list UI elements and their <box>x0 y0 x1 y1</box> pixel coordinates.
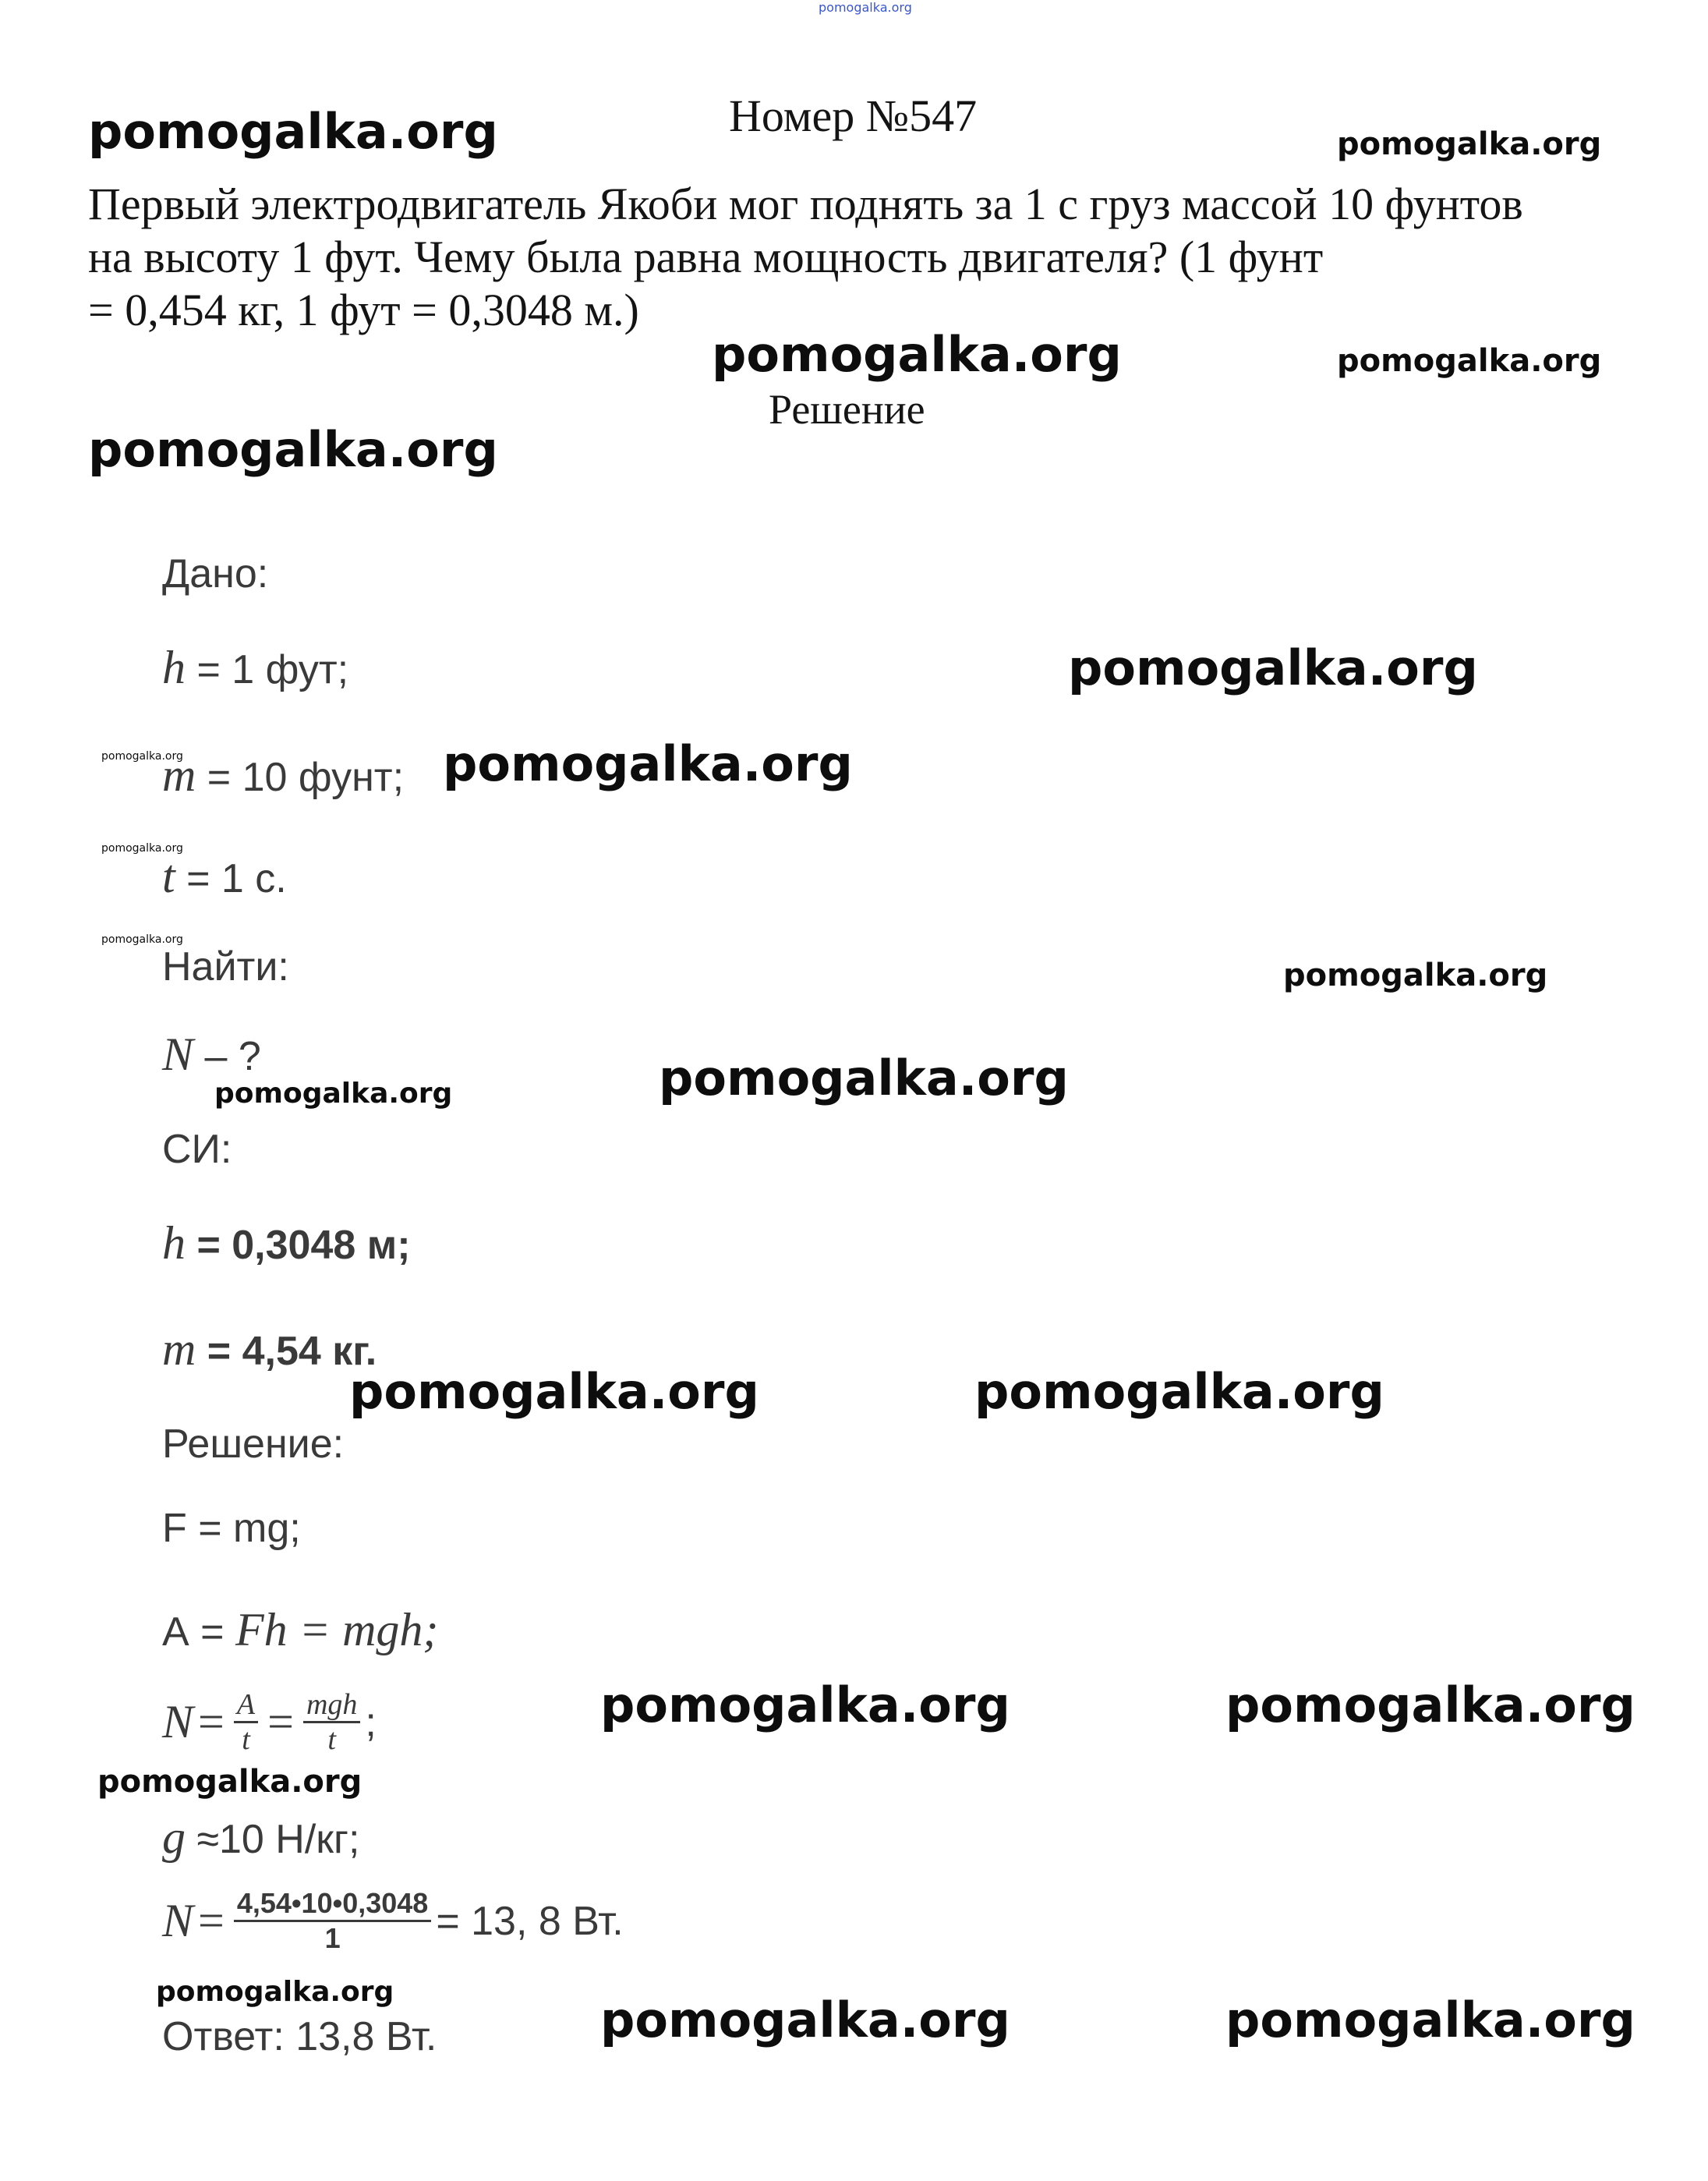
given-label: Дано: <box>162 551 269 597</box>
watermark: pomogalka.org <box>712 326 1122 383</box>
g-value: ≈10 Н/кг; <box>186 1817 360 1862</box>
problem-title: Номер №547 <box>729 90 978 141</box>
problem-text-line-3: = 0,454 кг, 1 фут = 0,3048 м.) <box>88 285 639 335</box>
watermark: pomogalka.org <box>1337 126 1602 162</box>
problem-text-line-2: на высоту 1 фут. Чему была равна мощность двигателя? (1 фунт <box>88 232 1324 282</box>
small-watermark: pomogalka.org <box>101 933 183 946</box>
equals-sign: = <box>198 1696 225 1747</box>
solution-label: Решение: <box>162 1422 345 1467</box>
si-m <box>162 1322 377 1376</box>
t-value: = 1 с. <box>175 856 287 901</box>
small-watermark: pomogalka.org <box>101 842 183 855</box>
g-variable: g <box>162 1811 186 1863</box>
fraction-numerator: mgh <box>303 1688 360 1723</box>
watermark: pomogalka.org <box>88 421 498 478</box>
fraction-mgh-over-t <box>303 1688 360 1756</box>
si-h-value: = 0,3048 м; <box>186 1223 411 1268</box>
work-formula <box>162 1603 438 1657</box>
h-value: = 1 фут; <box>186 647 349 692</box>
fraction-denominator: 1 <box>324 1922 341 1954</box>
watermark: pomogalka.org <box>443 735 853 792</box>
small-watermark: pomogalka.org <box>101 750 183 763</box>
n-variable: N <box>162 1029 194 1080</box>
watermark: pomogalka.org <box>1337 343 1602 379</box>
given-m <box>162 749 404 802</box>
m-variable: m <box>162 749 196 801</box>
t-variable: t <box>162 851 175 902</box>
watermark: pomogalka.org <box>214 1078 453 1110</box>
problem-text-line-1: Первый электродвигатель Якоби мог поднять за 1 с груз массой 10 фунтов <box>88 179 1523 229</box>
watermark: pomogalka.org <box>1225 1676 1636 1733</box>
watermark: pomogalka.org <box>88 103 498 160</box>
h-variable: h <box>162 642 186 693</box>
si-m-variable: m <box>162 1323 196 1375</box>
given-h <box>162 641 348 695</box>
power-variable: N <box>162 1696 194 1747</box>
power-calculation <box>162 1887 624 1955</box>
fraction-numerator: 4,54•10•0,3048 <box>234 1887 431 1922</box>
watermark: pomogalka.org <box>600 1676 1010 1733</box>
work-expression: Fh = mgh; <box>235 1604 439 1655</box>
fraction-a-over-t <box>234 1688 258 1756</box>
si-label: СИ: <box>162 1127 232 1172</box>
watermark: pomogalka.org <box>1068 639 1478 696</box>
equals-sign: = <box>198 1895 225 1946</box>
given-t <box>162 850 287 904</box>
fraction-numerator: A <box>234 1688 258 1723</box>
force-formula: F = mg; <box>162 1506 301 1551</box>
gravity-value <box>162 1811 359 1864</box>
si-m-value: = 4,54 кг. <box>196 1329 377 1374</box>
watermark: pomogalka.org <box>659 1050 1069 1106</box>
answer: Ответ: 13,8 Вт. <box>162 2014 437 2059</box>
calculation-result: = 13, 8 Вт. <box>436 1898 624 1944</box>
si-h-variable: h <box>162 1217 186 1269</box>
fraction-denominator: t <box>327 1723 336 1756</box>
semicolon: ; <box>365 1699 377 1745</box>
fraction-denominator: t <box>242 1723 250 1756</box>
watermark: pomogalka.org <box>349 1363 759 1420</box>
watermark: pomogalka.org <box>156 1976 394 2008</box>
watermark: pomogalka.org <box>1283 958 1548 993</box>
watermark: pomogalka.org <box>600 1992 1010 2048</box>
watermark: pomogalka.org <box>97 1764 362 1800</box>
m-value: = 10 фунт; <box>196 755 405 800</box>
section-title: Решение <box>769 386 925 433</box>
find-label: Найти: <box>162 944 289 990</box>
top-watermark: pomogalka.org <box>819 0 912 15</box>
work-prefix: А = <box>162 1609 235 1655</box>
watermark: pomogalka.org <box>1225 1992 1636 2048</box>
find-value: – ? <box>193 1034 261 1079</box>
power-variable: N <box>162 1895 194 1946</box>
watermark: pomogalka.org <box>974 1363 1384 1420</box>
si-h <box>162 1216 411 1270</box>
calculation-fraction <box>234 1887 431 1955</box>
equals-sign: = <box>267 1696 294 1747</box>
power-formula <box>162 1688 377 1756</box>
find-n <box>162 1028 261 1082</box>
